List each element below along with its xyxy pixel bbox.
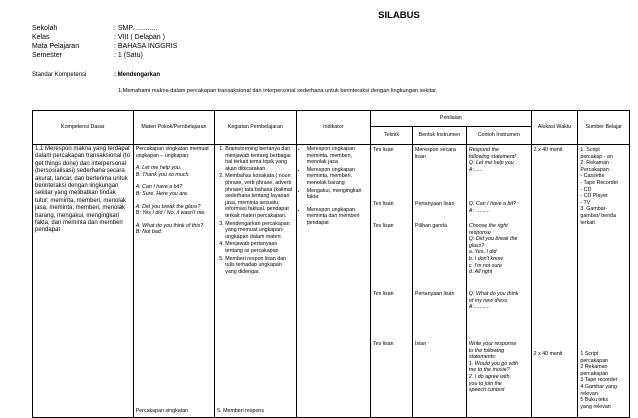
contoh-group [469,201,519,214]
materi-line: A: Let me help you. [135,165,182,172]
contoh-group [469,147,519,173]
sumber-line: 2. Rekaman Percakapan: [580,160,611,173]
bentuk-item: Pilihan ganda [414,223,448,229]
contoh-line: 2. I do agree with you to join the speech contest [468,373,510,394]
meta-labels [32,24,79,60]
cell-bentuk [412,145,466,418]
sumber-group [580,351,619,410]
teknik-item: Tes lisan [373,147,394,153]
materi-line: B: Not bad. [135,229,163,236]
bentuk-item: Pertanyaan lisan [414,201,455,207]
sumber-line: 3 Tape recorder [580,377,618,384]
sumber-line: 1. Script percakap - an [580,147,613,160]
syllabus-table [32,110,630,418]
meta-label: Sekolah [32,25,58,32]
kegiatan-item: 4. Menjawab pertanyaan tentang isi percakapan [225,241,294,254]
contoh-line: Q: Did you break the glass? [468,236,518,249]
meta-value: : BAHASA INGGRIS [114,43,178,50]
teknik-item: Tes lisan [373,291,394,297]
contoh-line: c. I'm not sure [468,262,502,269]
teknik-item: Tes lisan [373,201,394,207]
meta-value: : VIII ( Delapan ) [114,34,165,41]
materi-line: B: Yes I did / No, it wasn't me. [135,210,206,217]
indikator-item: • Merespon ungkapan meminta, memberi, menolak barang [307,167,368,187]
sumber-line: - CD [580,186,592,193]
contoh-line: Write your response to the following statements: [468,341,517,361]
contoh-line: d. All right [468,269,493,276]
contoh-line: Q: Let me help you [468,160,514,167]
sumber-line: 4 Gambar yang relevan [580,383,617,397]
sumber-line: 3. Gambar- gambar/ benda terkait [580,206,617,226]
alokasi-item: 2 x 40 menit [533,351,563,357]
cell-kegiatan [215,145,297,418]
indikator-item: • Merespon ungkapan meminta dan memberi pendapat [307,207,368,227]
materi-line: A: Can I have a bit? [135,184,183,191]
header-indikator: Indikator [296,111,370,145]
kegiatan-footer-text: Memberi respons [223,408,265,415]
sumber-line: - TV [580,199,591,206]
header-teknik: Teknik [371,127,413,145]
header-materi: Materi Pokok/Pembelajaran [133,111,215,145]
cell-kompetensi [33,145,134,418]
materi-footer: Percakapan singkatan [135,408,189,415]
meta-values [114,24,177,60]
teknik-item: Tes lisan [373,223,394,229]
contoh-line: A:........... [468,304,491,311]
header-sumber: Sumber Belajar [578,111,630,145]
contoh-line: Choose the right response [468,223,508,236]
kegiatan-item: 1. Brainstorming bertanya dan menjawab tentang berbagai hal terkait tema topik yang akan dibicarakan. [225,146,294,172]
kompetensi-text: 1.1 Merespon makna yang terdapat dalam percakapan transaksional (to get things done) dan interpersonal (bersosialisasi) sederhana secara akurat, lancar, dan berterima untuk berinteraksi dengan lingkungan sekitar yang melibatkan tindak tutur: meminta, memberi, menolak jasa, meminta, memberi, menolak barang, mengakui, mengingkari fakta, dan meminta dan memberi pendapat [35,146,131,234]
sumber-line: - Tape Recorder [580,179,619,186]
materi-line: A: Did you break the glass? [135,203,201,210]
contoh-line: a. Yes, I did [468,249,497,256]
bentuk-item: Merespon secara lisan [414,147,456,160]
contoh-group [469,223,519,276]
contoh-group [469,341,519,394]
bentuk-item: Isian [414,341,427,347]
header-kompetensi: Kompetensi Dasar [33,111,134,145]
meta-label: Mata Pelajaran [32,43,80,50]
kegiatan-footer: 5. Memberi respons [217,408,265,415]
header-penilaian: Penilaian [371,111,532,127]
standar-sub: 1.Memahami makna dalam percakapan transaksional dan interpersonal sederhana untuk berinteraksi dengan lingkungan sekitar. [118,88,438,94]
cell-contoh [466,145,531,418]
page-title: SILABUS [378,10,420,21]
meta-value: : SMP. ........... [114,25,158,32]
materi-line: A: What do you think of this? [135,222,204,229]
contoh-line: Respond the following statement! [468,147,516,160]
meta-label: Kelas [32,34,50,41]
sumber-line: 1 Script percakapan [580,351,609,364]
meta-value: : 1 (Satu) [114,52,143,59]
indikator-item: • Mengakui, mengingkari fakta [307,188,368,201]
sumber-line: 5 Buku teks yang relevan [580,397,611,410]
contoh-group [469,291,519,311]
sumber-line: - CD Player [580,193,608,200]
kegiatan-item: 5. Memberi respon lisan dan tulis terhadap ungkapan yang didengar. [225,256,294,276]
contoh-line: Q: What do you think of my new dress [468,291,519,304]
standar-value: : Mendengarkan [114,72,161,78]
contoh-line: 1. Would you go with me to the movie? [468,360,519,374]
kegiatan-item: 2. Membahas kosakata ( noun phrase, verb phrase, adverb phrase) tata bahasa (kalimat sederhana tentang layanan jasa, meminta sesuatu, informasi faktual, pendapat terkait materi percakapan. [225,173,294,219]
materi-line: B: Thank you so much. [135,171,190,178]
materi-line: B: Sure. Here you are. [135,190,189,197]
cell-teknik [371,145,413,418]
cell-sumber [578,145,630,418]
sumber-line: - Cassette [580,173,605,180]
cell-indikator [296,145,370,418]
sumber-line: 2 Rekaman percakapan [580,364,609,377]
cell-alokasi [531,145,578,418]
alokasi-item: 2 x 40 menit [533,147,563,153]
header-bentuk: Bentuk Instrumen [412,127,466,145]
sumber-group [580,147,619,226]
contoh-line: b. I don't know [468,255,503,262]
header-contoh: Contoh Instrumen [466,127,531,145]
cell-materi [133,145,215,418]
indikator-item: • Merespon ungkapan meminta, memberi, menolak jasa [307,146,368,166]
standar-label: Standar Kompetensi [32,72,87,78]
contoh-line: Q: Can I have a bit? [468,201,517,207]
contoh-line: A:...... [468,166,483,173]
header-kegiatan: Kegiatan Pembelajaran [215,111,297,145]
kegiatan-item: 3. Mendengarkan percakapan yang memuat ungkapan-ungkapan dalam materi. [225,221,294,241]
teknik-item: Tes lisan [373,341,394,347]
contoh-line: A: .......... [468,207,491,214]
bentuk-item: Pertanyaan lisan [414,291,455,297]
materi-line: Percakapan singkatan memuat ungkapan – ungkapan: [135,146,209,159]
header-alokasi: Alokasi Waktu [531,111,578,145]
meta-label: Semester [32,52,62,59]
